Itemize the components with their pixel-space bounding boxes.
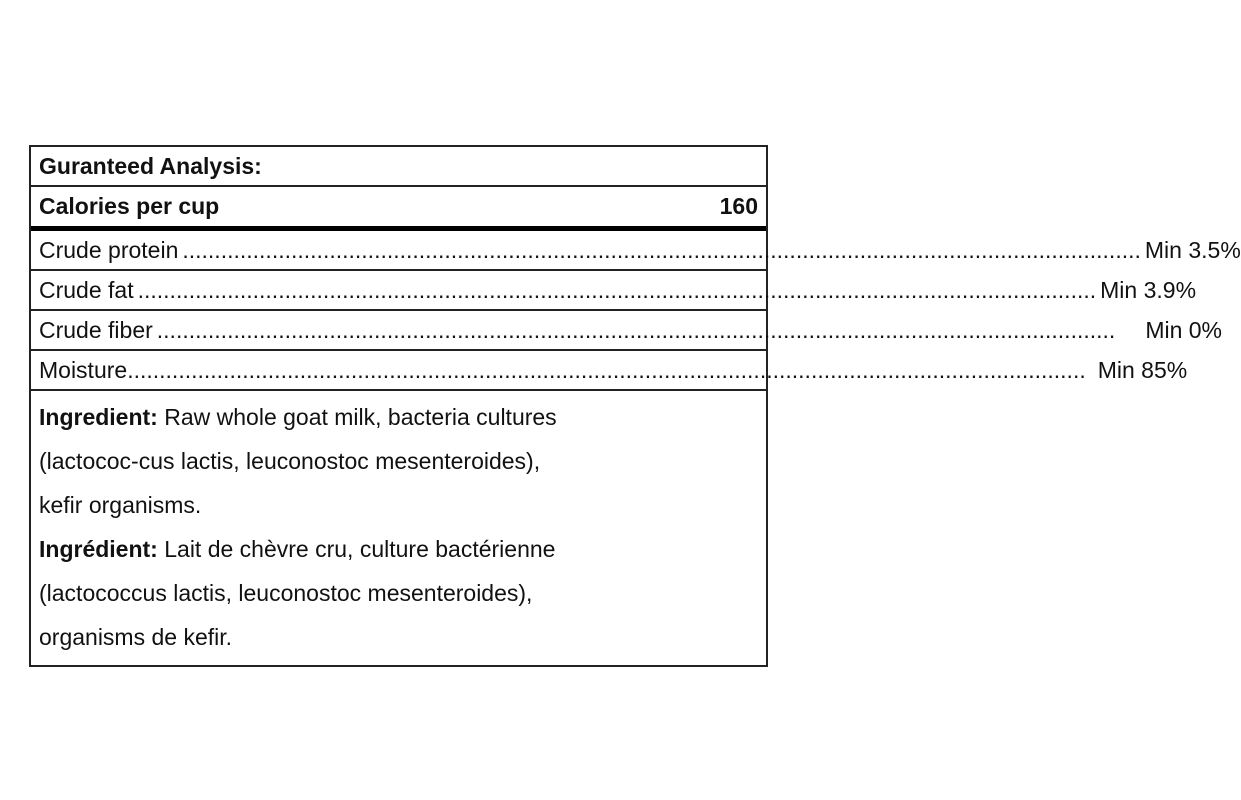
calories-label: Calories per cup [39,193,220,219]
ingredients-en-label: Ingredient: [39,404,158,430]
ingredients-en-text: Raw whole goat milk, bacteria cultures [157,404,557,430]
analysis-value: Min 85% [1097,356,1188,383]
analysis-value: Min 3.9% [1100,276,1197,303]
analysis-row-fiber [31,311,1223,351]
ingredients-fr-line [39,527,758,571]
table-title-row [31,147,766,187]
dot-leader: ...................................................................................................................................................... [127,356,1086,383]
ingredients-fr-text: Lait de chèvre cru, culture bactérienne [157,536,556,562]
analysis-row-moisture [31,351,1188,391]
dot-leader: ...................................................................................................................................................... [156,316,1116,343]
guaranteed-analysis-table [29,145,1241,667]
ingredients-section [31,391,766,665]
ingredients-fr-line: organisms de kefir. [39,624,233,650]
ingredients-fr-label: Ingrédient: [39,536,158,562]
analysis-label: Crude protein [39,236,179,263]
ingredients-en-line: kefir organisms. [39,492,202,518]
analysis-row-protein [31,231,1241,271]
analysis-value: Min 3.5% [1144,236,1241,263]
dot-leader: ...................................................................................................................................................... [182,236,1141,263]
analysis-label: Crude fiber [39,316,153,343]
analysis-label: Moisture [39,356,128,383]
analysis-row-fat [31,271,1197,311]
ingredients-en-line: (lactococ-cus lactis, leuconostoc mesenteroides), [39,448,541,474]
calories-value: 160 [719,193,758,219]
analysis-value: Min 0% [1145,316,1223,343]
ingredients-fr-line: (lactococcus lactis, leuconostoc mesenteroides), [39,580,533,606]
dot-leader: ...................................................................................................................................................... [137,276,1097,303]
ingredients-en-line [39,395,758,439]
analysis-label: Crude fat [39,276,134,303]
table-title: Guranteed Analysis: [39,152,262,179]
calories-row [31,187,766,231]
